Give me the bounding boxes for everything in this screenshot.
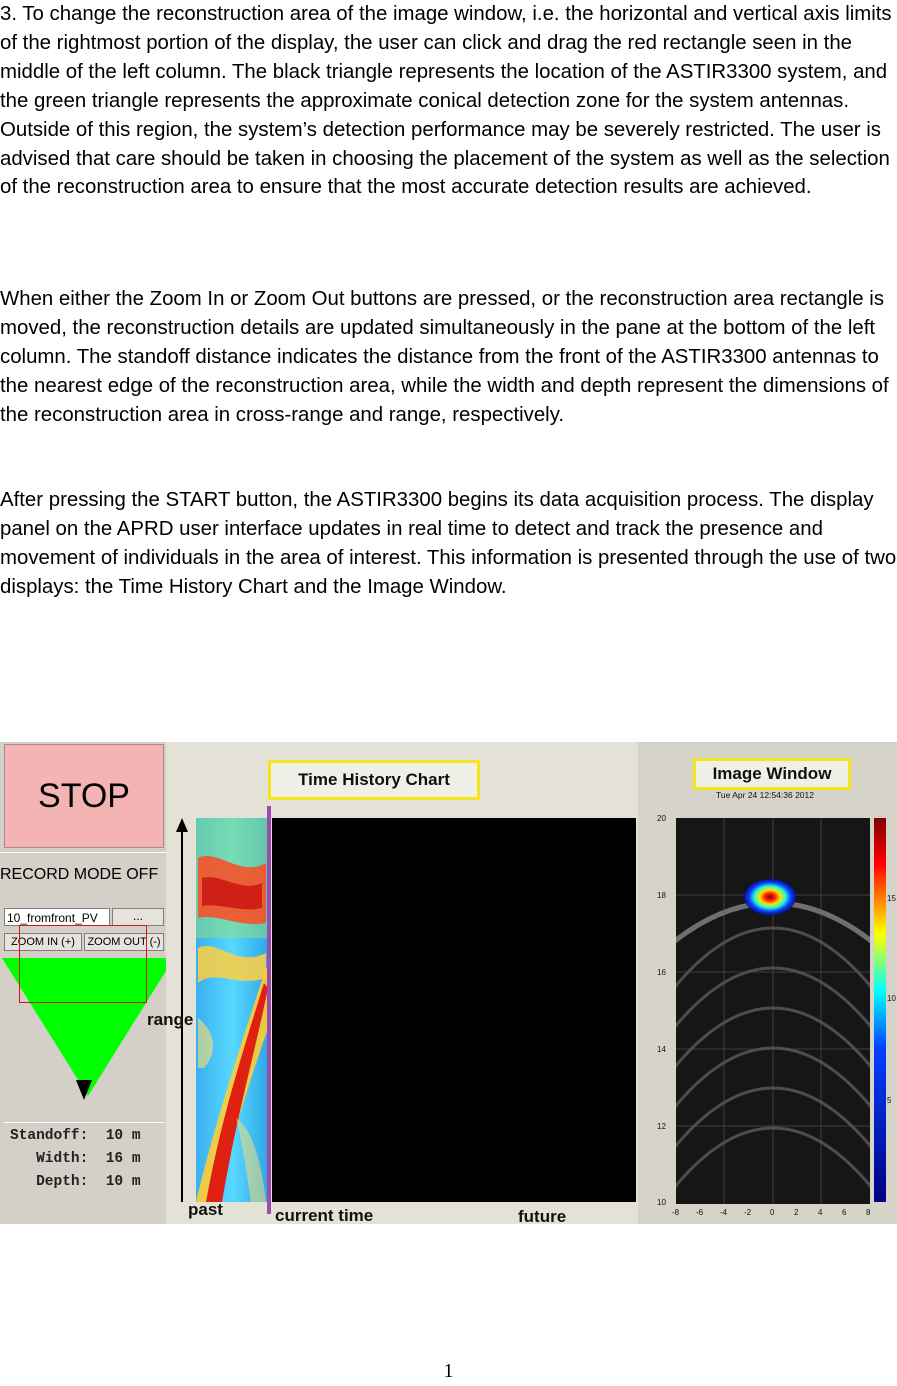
record-mode-toggle[interactable]: RECORD MODE OFF <box>0 866 159 883</box>
time-history-waterfall <box>196 818 268 1202</box>
x-tick: 2 <box>794 1208 799 1217</box>
y-tick: 12 <box>657 1122 666 1131</box>
x-tick: -8 <box>672 1208 680 1217</box>
paragraph-reconstruction-area: 3. To change the reconstruction area of the image window, i.e. the horizontal and vertical axis limits of the rightmost portion of the display, the user can click and drag the red rectangle seen in the middle of the left column. The black triangle represents the location of the ASTIR3300 system, and the green triangle represents the approximate conical detection zone for the system antennas. Outside of this region, the system’s detection performance may be severely restricted. The user is advised that care should be taken in choosing the placement of the system as well as the selection of the reconstruction area to ensure that the most accurate detection results are achieved. <box>0 3 892 199</box>
colorbar-tick: 15 <box>887 894 896 903</box>
image-timestamp: Tue Apr 24 12:54:36 2012 <box>716 790 814 800</box>
current-time-label: current time <box>275 1206 374 1224</box>
y-tick: 16 <box>657 968 666 977</box>
y-tick: 18 <box>657 891 666 900</box>
image-window-plot <box>676 818 870 1204</box>
image-colorbar <box>874 818 886 1202</box>
paragraph-start-button: After pressing the START button, the ASTIR3300 begins its data acquisition process. The display panel on the APRD user interface updates in real time to detect and track the presence and movement of individuals in the area of interest. This information is presented through the use of two displays: the Time History Chart and the Image Window. <box>0 489 897 598</box>
future-label: future <box>518 1207 567 1224</box>
x-tick: 8 <box>866 1208 871 1217</box>
file-name-field[interactable]: 10_fromfront_PV <box>4 908 110 926</box>
image-window-title: Image Window <box>693 758 851 790</box>
range-label: range <box>147 1010 194 1029</box>
stop-button[interactable]: STOP <box>4 744 164 848</box>
current-time-line <box>267 806 271 1214</box>
reconstruction-area-rectangle[interactable] <box>19 925 147 1003</box>
aprd-interface-figure <box>0 742 897 1224</box>
browse-button[interactable]: ... <box>112 908 164 926</box>
y-tick: 14 <box>657 1045 666 1054</box>
x-tick: 0 <box>770 1208 775 1217</box>
y-tick: 20 <box>657 814 666 823</box>
page-number: 1 <box>443 1360 454 1382</box>
time-history-chart-title: Time History Chart <box>268 760 480 800</box>
time-history-chart-area <box>272 818 636 1202</box>
colorbar-tick: 5 <box>887 1096 892 1105</box>
x-tick: 4 <box>818 1208 823 1217</box>
x-tick: -2 <box>744 1208 752 1217</box>
standoff-readout: Standoff: 10 m <box>10 1128 141 1144</box>
x-tick: 6 <box>842 1208 847 1217</box>
x-tick: -6 <box>696 1208 704 1217</box>
colorbar-tick: 10 <box>887 994 896 1003</box>
y-tick: 10 <box>657 1198 666 1207</box>
zoom-out-button[interactable]: ZOOM OUT (-) <box>84 933 164 951</box>
depth-readout: Depth: 10 m <box>10 1174 141 1190</box>
x-tick: -4 <box>720 1208 728 1217</box>
zoom-in-button[interactable]: ZOOM IN (+) <box>4 933 82 951</box>
width-readout: Width: 16 m <box>10 1151 141 1167</box>
past-label: past <box>188 1200 223 1219</box>
paragraph-zoom-buttons: When either the Zoom In or Zoom Out buttons are pressed, or the reconstruction area rectangle is moved, the reconstruction details are updated simultaneously in the pane at the bottom of the left column. The standoff distance indicates the distance from the front of the ASTIR3300 antennas to the nearest edge of the reconstruction area, while the width and depth represent the dimensions of the reconstruction area in cross-range and range, respectively. <box>0 288 889 426</box>
